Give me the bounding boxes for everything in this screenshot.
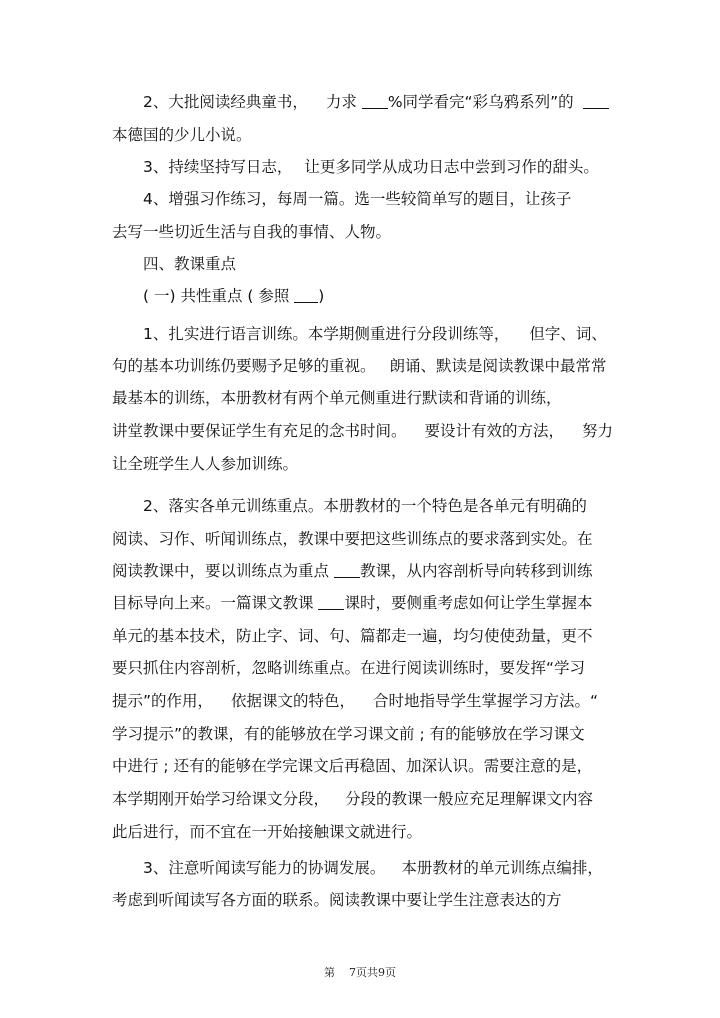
text-segment: 本学期刚开始学习给课文分段， bbox=[112, 790, 330, 808]
text-segment: 去写一些切近生活与自我的事情、人物。 bbox=[112, 223, 392, 241]
text-line bbox=[112, 890, 562, 910]
text-segment: 让更多同学从成功日志中尝到习作的甜头。 bbox=[304, 158, 599, 176]
text-segment: 阅读、习作、听闻训练点，教课中要把这些训练点的要求落到实处。在 bbox=[112, 530, 593, 548]
text-segment: ) bbox=[318, 287, 325, 305]
text-segment: 本德国的少儿小说。 bbox=[112, 126, 252, 144]
text-line bbox=[112, 454, 298, 474]
text-line bbox=[112, 561, 592, 581]
text-line bbox=[112, 356, 607, 376]
text-line bbox=[112, 789, 593, 809]
text-segment: 提示”的作用， bbox=[112, 692, 214, 710]
fill-blank bbox=[583, 93, 609, 109]
text-segment: 但字、词、 bbox=[529, 325, 607, 343]
text-line bbox=[143, 92, 609, 112]
text-segment: 朗诵、默读是阅读教课中最常常 bbox=[389, 357, 607, 375]
text-line bbox=[112, 724, 585, 744]
text-segment: 3、注意听闻读写能力的协调发展。 bbox=[143, 859, 386, 877]
text-line bbox=[112, 626, 593, 646]
text-segment: 合时地指导学生掌握学习方法。“ bbox=[373, 692, 599, 710]
text-segment: 本册教材的单元训练点编排， bbox=[401, 859, 603, 877]
section-heading bbox=[143, 254, 236, 274]
text-segment: 2、落实各单元训练重点。本册教材的一个特色是各单元有明确的 bbox=[143, 497, 587, 515]
text-segment: 努力 bbox=[582, 422, 614, 440]
fill-blank bbox=[334, 562, 360, 578]
text-segment: 让全班学生人人参加训练。 bbox=[112, 455, 299, 473]
text-line bbox=[112, 222, 391, 242]
text-line bbox=[112, 756, 592, 776]
text-line bbox=[143, 157, 599, 177]
text-segment: 分段的教课一般应充足理解课文内容 bbox=[345, 790, 594, 808]
page-number: 第 7页共9页 bbox=[324, 966, 396, 979]
text-segment: ( 一) 共性重点 ( 参照 bbox=[143, 287, 295, 305]
text-segment: 单元的基本技术，防止字、词、句、篇都走一遍，均匀使使劲量，更不 bbox=[112, 627, 593, 645]
text-segment: 4、增强习作练习，每周一篇。选一些较简单写的题目，让孩子 bbox=[143, 190, 572, 208]
text-segment: 阅读教课中，要以训练点为重点 bbox=[112, 562, 334, 580]
text-segment: 3、持续坚持写日志， bbox=[143, 158, 293, 176]
fill-blank bbox=[294, 287, 318, 303]
text-line bbox=[143, 496, 587, 516]
fill-blank bbox=[362, 93, 388, 109]
text-segment: 目标导向上来。一篇课文教课 bbox=[112, 594, 319, 612]
text-segment: 要设计有效的方法， bbox=[424, 422, 565, 440]
text-line bbox=[143, 858, 603, 878]
text-segment: 考虑到听闻读写各方面的联系。阅读教课中要让学生注意表达的方 bbox=[112, 891, 562, 909]
text-line bbox=[112, 691, 598, 711]
subsection-heading bbox=[143, 286, 324, 306]
text-line bbox=[112, 421, 613, 441]
text-line bbox=[112, 658, 585, 678]
text-line bbox=[143, 189, 571, 209]
text-line bbox=[112, 593, 592, 613]
text-segment: 学习提示”的教课，有的能够放在学习课文前 ; 有的能够放在学习课文 bbox=[112, 725, 585, 743]
fill-blank bbox=[318, 594, 344, 610]
text-segment: 此后进行，而不宜在一开始接触课文就进行。 bbox=[112, 823, 423, 841]
text-segment: 最基本的训练，本册教材有两个单元侧重进行默读和背诵的训练， bbox=[112, 389, 562, 407]
text-segment: 课时，要侧重考虑如何让学生掌握本 bbox=[344, 594, 593, 612]
text-segment: 中进行 ; 还有的能够在学完课文后再稳固、加深认识。需要注意的是， bbox=[112, 757, 593, 775]
text-line bbox=[143, 324, 607, 344]
text-segment: 2、大批阅读经典童书， bbox=[143, 93, 308, 111]
text-line bbox=[112, 529, 593, 549]
text-line bbox=[112, 388, 562, 408]
text-segment: 依据课文的特色， bbox=[231, 692, 356, 710]
text-segment: 四、教课重点 bbox=[143, 255, 237, 273]
text-segment: %同学看完“彩乌鸦系列”的 bbox=[387, 93, 579, 111]
text-segment: 教课，从内容剖析导向转移到训练 bbox=[359, 562, 593, 580]
text-segment: 1、扎实进行语言训练。本学期侧重进行分段训练等， bbox=[143, 325, 510, 343]
text-line bbox=[112, 125, 252, 145]
text-line bbox=[112, 822, 422, 842]
text-segment: 力求 bbox=[325, 93, 362, 111]
text-segment: 句的基本功训练仍要赐予足够的重视。 bbox=[112, 357, 376, 375]
text-segment: 要只抓住内容剖析，忽略训练重点。在进行阅读训练时，要发挥“学习 bbox=[112, 659, 586, 677]
text-segment: 讲堂教课中要保证学生有充足的念书时间。 bbox=[112, 422, 407, 440]
